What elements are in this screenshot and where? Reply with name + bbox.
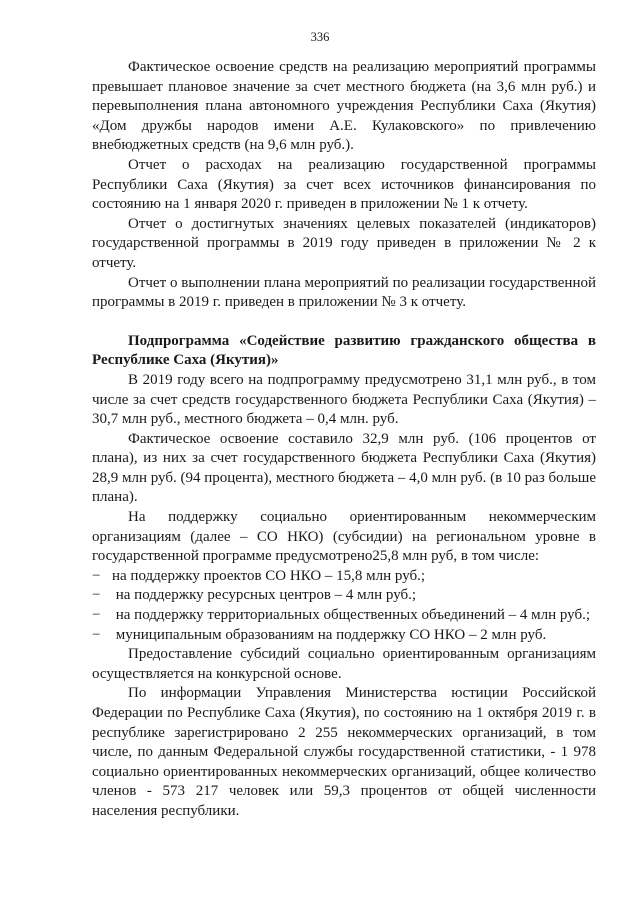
page-number: 336 [310,30,330,44]
list-item-text: на поддержку проектов СО НКО – 15,8 млн руб.; [112,567,426,584]
list-dash: − [92,567,101,584]
page-body [92,58,596,822]
paragraph-nko-support: На поддержку социально ориентированным некоммерческим организациям (далее – СО НКО) (субсидии) на региональном уровне в государственной программе предусмотрено25,8 млн руб, в том числе: [92,509,596,565]
paragraph-plan-report: Отчет о выполнении плана мероприятий по реализации государственной программы в 2019 г. приведен в приложении № 3 к отчету. [92,274,596,311]
list-item-text: на поддержку территориальных общественных объединений – 4 млн руб.; [112,607,591,624]
list-item [92,606,596,626]
section-spacer [92,313,596,332]
paragraph-competitive-basis: Предоставление субсидий социально ориентированным организациям осуществляется на конкурсной основе. [92,646,596,682]
list-item [92,626,596,646]
list-item [92,586,596,606]
list-dash: − [92,587,101,604]
list-item-text: на поддержку ресурсных центров – 4 млн руб.; [112,587,417,604]
list-item-text: муниципальным образованиям на поддержку СО НКО – 2 млн руб. [112,626,547,643]
list-dash: − [92,607,101,624]
paragraph-actual-spending: Фактическое освоение средств на реализацию мероприятий программы превышает плановое значение за счет местного бюджета (на 3,6 млн руб.) и перевыполнения плана автономного учреждения Республики Саха (Якутия) «Дом дружбы народов имени А.Е. Кулаковского» по привлечению внебюджетных средств (на 9,6 млн руб.). [92,59,596,154]
paragraph-indicators-report: Отчет о достигнутых значениях целевых показателей (индикаторов) государственной программы в 2019 году приведен в приложении № 2 к отчету. [92,215,596,271]
paragraph-expenses-report: Отчет о расходах на реализацию государственной программы Республики Саха (Якутия) за счет всех источников финансирования по состоянию на 1 января 2020 г. приведен в приложении № 1 к отчету. [92,156,596,213]
paragraph-subprogram-budget: В 2019 году всего на подпрограмму предусмотрено 31,1 млн руб., в том числе за счет средств государственного бюджета Республики Саха (Якутия) – 30,7 млн руб., местного бюджета – 0,4 млн. руб. [92,371,596,428]
paragraph-registered-nko: По информации Управления Министерства юстиции Российской Федерации по Республике Саха (Якутия), по состоянию на 1 октября 2019 г. в республике зарегистрировано 2 255 некоммерческих организаций, в том числе, по данным Федеральной службы государственной статистики, - 1 978 социально ориентированных некоммерческих организаций, общее количество членов - 573 217 человек или 59,3 процентов от общей численности населения республики. [92,685,596,819]
list-item [92,567,596,587]
subprogram-heading: Подпрограмма «Содействие развитию гражданского общества в Республике Саха (Якутия)» [92,332,596,369]
list-dash: − [92,626,101,643]
paragraph-subprogram-actual: Фактическое освоение составило 32,9 млн руб. (106 процентов от плана), из них за счет государственного бюджета Республики Саха (Якутия) 28,9 млн руб. (94 процента), местного бюджета – 4,0 млн руб. (в 10 раз больше плана). [92,430,596,506]
